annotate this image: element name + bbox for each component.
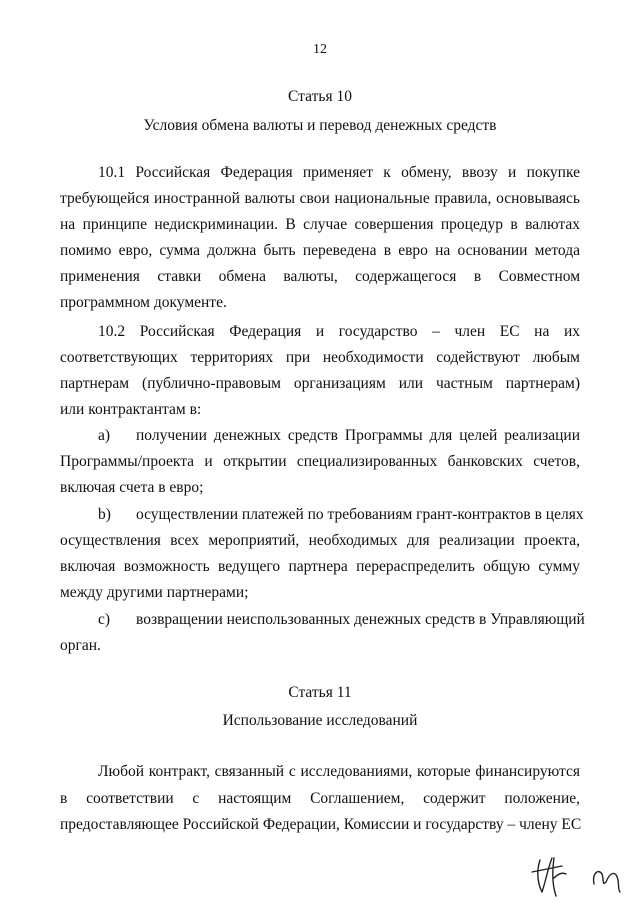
- text-line: соответствующих территориях при необходимости содействуют любым: [60, 349, 580, 366]
- text-line: помимо евро, сумма должна быть переведена в евро на основании метода: [60, 242, 580, 259]
- text-line: партнерам (публично-правовым организациям или частным партнерам): [60, 375, 580, 392]
- text-line: 10.1 Российская Федерация применяет к обмену, ввозу и покупке: [98, 164, 580, 181]
- text-line: требующейся иностранной валюты свои национальные правила, основываясь: [60, 190, 580, 207]
- text-line: возвращении неиспользованных денежных средств в Управляющий: [136, 611, 585, 628]
- text-line: осуществления всех мероприятий, необходимых для реализации проекта,: [60, 532, 580, 549]
- handwritten-initials: [528, 850, 624, 900]
- text-line: Программы/проекта и открытии специализированных банковских счетов,: [60, 453, 580, 470]
- text-line: программном документе.: [60, 294, 227, 311]
- article-10-title: Статья 10: [288, 88, 352, 105]
- text-line: или контрактантам в:: [60, 401, 202, 418]
- text-line: Любой контракт, связанный с исследованиями, которые финансируются: [98, 763, 580, 780]
- text-line: получении денежных средств Программы для целей реализации: [136, 427, 580, 444]
- text-line: осуществлении платежей по требованиям грант-контрактов в целях: [136, 506, 584, 523]
- text-line: на принципе недискриминации. В случае совершения процедур в валютах: [60, 216, 580, 233]
- text-line: включая счета в евро;: [60, 479, 204, 496]
- text-line: в соответствии с настоящим Соглашением, содержит положение,: [60, 790, 580, 807]
- text-line: между другими партнерами;: [60, 584, 249, 601]
- text-line: применения ставки обмена валюты, содержащегося в Совместном: [60, 268, 580, 285]
- text-line: включая возможность ведущего партнера перераспределить общую сумму: [60, 558, 580, 575]
- article-11-subtitle: Использование исследований: [222, 712, 418, 729]
- list-marker: a): [98, 427, 111, 444]
- article-10-subtitle: Условия обмена валюты и перевод денежных средств: [143, 117, 497, 134]
- text-line: 10.2 Российская Федерация и государство – член ЕС на их: [98, 323, 580, 340]
- text-line: предоставляющее Российской Федерации, Комиссии и государству – члену ЕС: [60, 816, 582, 833]
- list-marker: c): [98, 611, 111, 628]
- text-line: орган.: [60, 637, 101, 654]
- list-marker: b): [98, 506, 111, 523]
- article-11-title: Статья 11: [288, 684, 352, 701]
- page-number: 12: [313, 42, 327, 57]
